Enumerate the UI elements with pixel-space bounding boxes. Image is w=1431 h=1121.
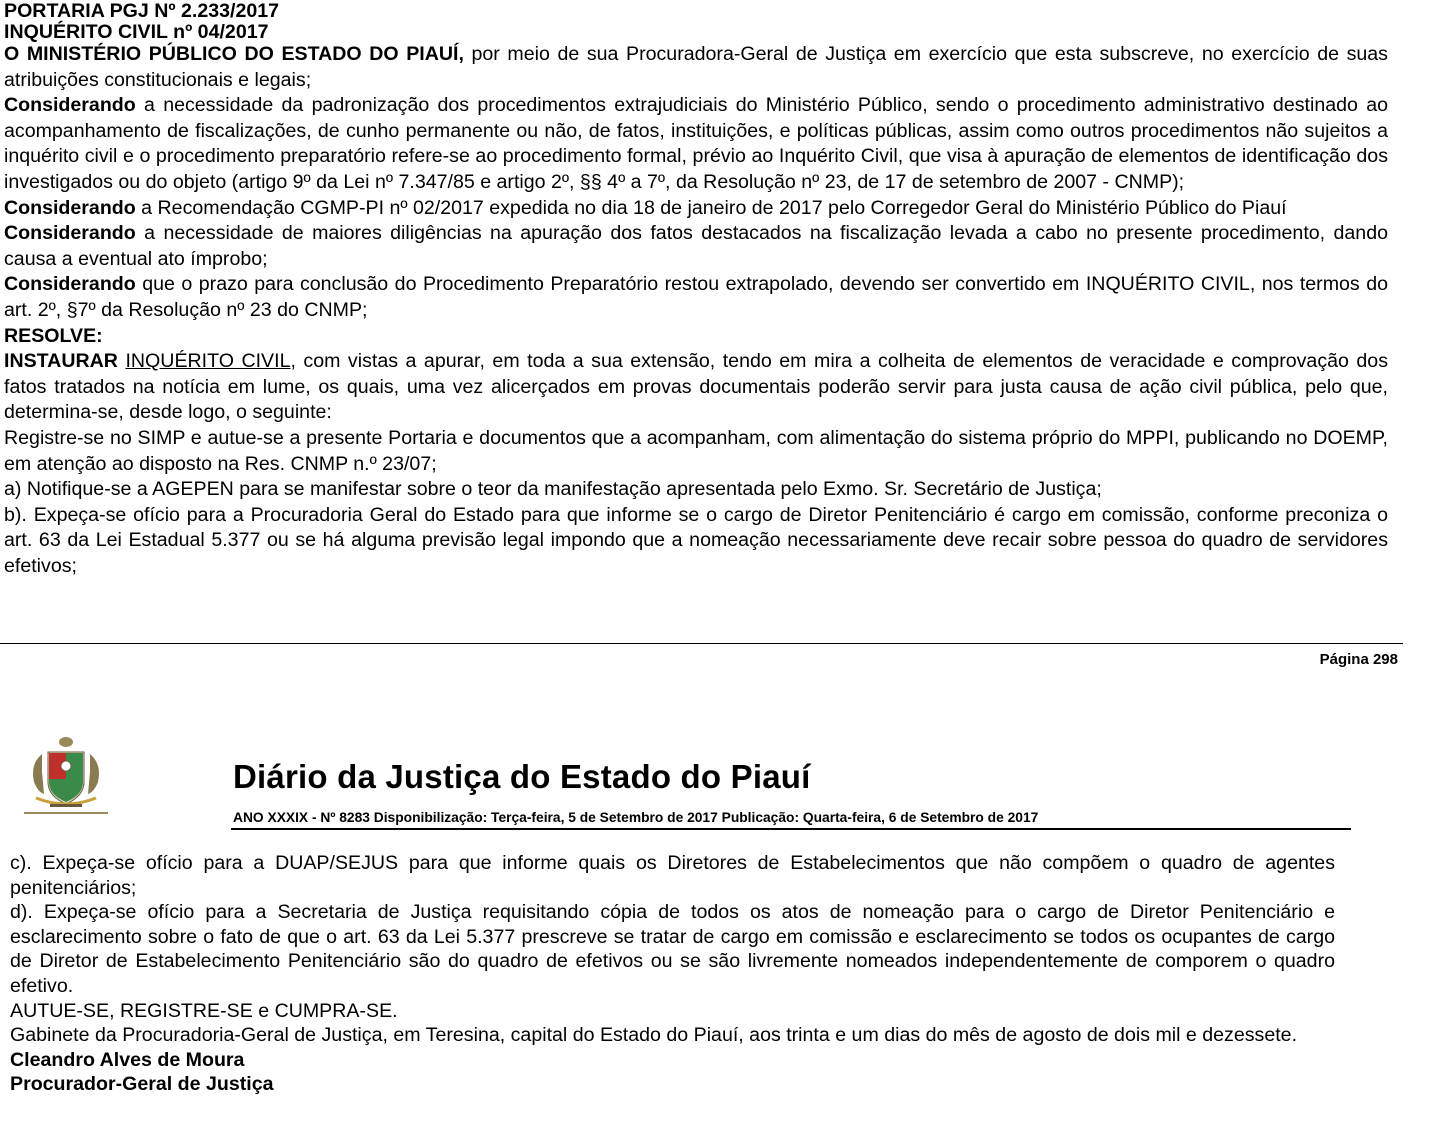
signature-name bbox=[10, 1048, 1335, 1073]
inquerito-civil-underlined: INQUÉRITO CIVIL bbox=[125, 350, 291, 373]
header-rule bbox=[231, 828, 1351, 830]
portaria-title: PORTARIA PGJ Nº 2.233/2017 bbox=[4, 0, 280, 22]
resolve-label: RESOLVE: bbox=[4, 324, 103, 347]
considerando-text: a necessidade da padronização dos procedimentos extrajudiciais do Ministério Público, sendo o procedimento administrativo destinado ao acompanhamento de fiscalizações, de cunho permanente ou não, de fatos, instituições, e políticas públicas, assim como outros procedimentos não sujeitos a inquérito civil e o procedimento preparatório refere-se ao procedimento formal, prévio ao Inquérito Civil, que visa à apuração de elementos de identificação dos investigados ou do objeto (artigo 9º da Lei nº 7.347/85 e artigo 2º, §§ 4º a 7º, da Resolução nº 23, de 17 de setembro de 2007 - CNMP); bbox=[4, 94, 1388, 193]
considerando-label: Considerando bbox=[4, 196, 136, 219]
instaurar-text: , com vistas a apurar, em toda a sua extensão, tendo em mira a colheita de elementos de veracidade e comprovação dos fatos tratados na notícia em lume, os quais, uma vez alicerçados em provas documentais poderão servir para justa causa de ação civil pública, pelo que, determina-se, desde logo, o seguinte: bbox=[4, 350, 1388, 424]
instaurar-paragraph bbox=[4, 349, 1388, 426]
signature-name-text: Cleandro Alves de Moura bbox=[10, 1048, 245, 1071]
considerando-text: que o prazo para conclusão do Procedimento Preparatório restou extrapolado, devendo ser convertido em INQUÉRITO CIVIL, nos termos do art. 2º, §7º da Resolução nº 23 do CNMP; bbox=[4, 273, 1388, 321]
autue-line: AUTUE-SE, REGISTRE-SE e CUMPRA-SE. bbox=[10, 999, 398, 1022]
item-d-paragraph: d). Expeça-se ofício para a Secretaria de Justiça requisitando cópia de todos os atos de nomeação para o cargo de Diretor Penitenciário e esclarecimento sobre o fato de que o art. 63 da Lei 5.377 prescreve se tratar de cargo em comissão e esclarecimento se todos os ocupantes de cargo de Diretor de Estabelecimento Penitenciário são do quadro de efetivos ou se são livremente nomeados independentemente de comporem o quadro efetivo. bbox=[10, 901, 1335, 997]
considerando-text: a Recomendação CGMP-PI nº 02/2017 expedida no dia 18 de janeiro de 2017 pelo Corregedor Geral do Ministério Público do Piauí bbox=[135, 196, 1287, 219]
instaurar-label: INSTAURAR bbox=[4, 350, 118, 373]
intro-text: por meio de sua Procuradora-Geral de Justiça em exercício que esta subscreve, no exercício de suas atribuições constitucionais e legais; bbox=[4, 43, 1388, 91]
document-lower-section bbox=[10, 851, 1335, 1097]
intro-bold: O MINISTÉRIO PÚBLICO DO ESTADO DO PIAUÍ, bbox=[4, 43, 464, 65]
signature-role bbox=[10, 1072, 1335, 1097]
document-upper-section bbox=[4, 0, 1388, 579]
considerando-label: Considerando bbox=[4, 94, 136, 117]
considerando-paragraph bbox=[4, 272, 1388, 323]
journal-edition-info: ANO XXXIX - Nº 8283 Disponibilização: Terça-feira, 5 de Setembro de 2017 Publicação: Quarta-feira, 6 de Setembro de 2017 bbox=[233, 810, 1039, 825]
gabinete-paragraph: Gabinete da Procuradoria-Geral de Justiça, em Teresina, capital do Estado do Piauí, aos trinta e um dias do mês de agosto de dois mil e dezessete. bbox=[10, 1024, 1298, 1047]
page-divider bbox=[0, 643, 1403, 644]
considerando-label: Considerando bbox=[4, 273, 136, 296]
considerando-paragraph bbox=[4, 93, 1388, 195]
considerando-paragraph bbox=[4, 196, 1388, 222]
inquerito-title: INQUÉRITO CIVIL nº 04/2017 bbox=[4, 21, 269, 43]
considerando-paragraph bbox=[4, 221, 1388, 272]
resolve-heading bbox=[4, 324, 1388, 350]
considerando-text: a necessidade de maiores diligências na apuração dos fatos destacados na fiscalização levada a cabo no presente procedimento, dando causa a eventual ato ímprobo; bbox=[4, 222, 1388, 270]
page-number: Página 298 bbox=[1319, 651, 1398, 668]
item-c-paragraph: c). Expeça-se ofício para a DUAP/SEJUS para que informe quais os Diretores de Estabelecimentos que não compõem o quadro de agentes penitenciários; bbox=[10, 852, 1335, 899]
signature-role-text: Procurador-Geral de Justiça bbox=[10, 1073, 274, 1096]
item-b-paragraph: b). Expeça-se ofício para a Procuradoria Geral do Estado para que informe se o cargo de Diretor Penitenciário é cargo em comissão, conforme preconiza o art. 63 da Lei Estadual 5.377 ou se há alguma previsão legal impondo que a nomeação necessariamente deve recair sobre pessoa do quadro de servidores efetivos; bbox=[4, 503, 1388, 577]
coat-of-arms-icon bbox=[20, 734, 112, 820]
considerando-label: Considerando bbox=[4, 222, 136, 245]
journal-title: Diário da Justiça do Estado do Piauí bbox=[233, 758, 811, 795]
registre-paragraph: Registre-se no SIMP e autue-se a presente Portaria e documentos que a acompanham, com alimentação do sistema próprio do MPPI, publicando no DOEMP, em atenção ao disposto na Res. CNMP n.º 23/07; bbox=[4, 426, 1388, 475]
intro-paragraph bbox=[4, 42, 1388, 93]
item-a-paragraph: a) Notifique-se a AGEPEN para se manifestar sobre o teor da manifestação apresentada pelo Exmo. Sr. Secretário de Justiça; bbox=[4, 478, 1102, 501]
